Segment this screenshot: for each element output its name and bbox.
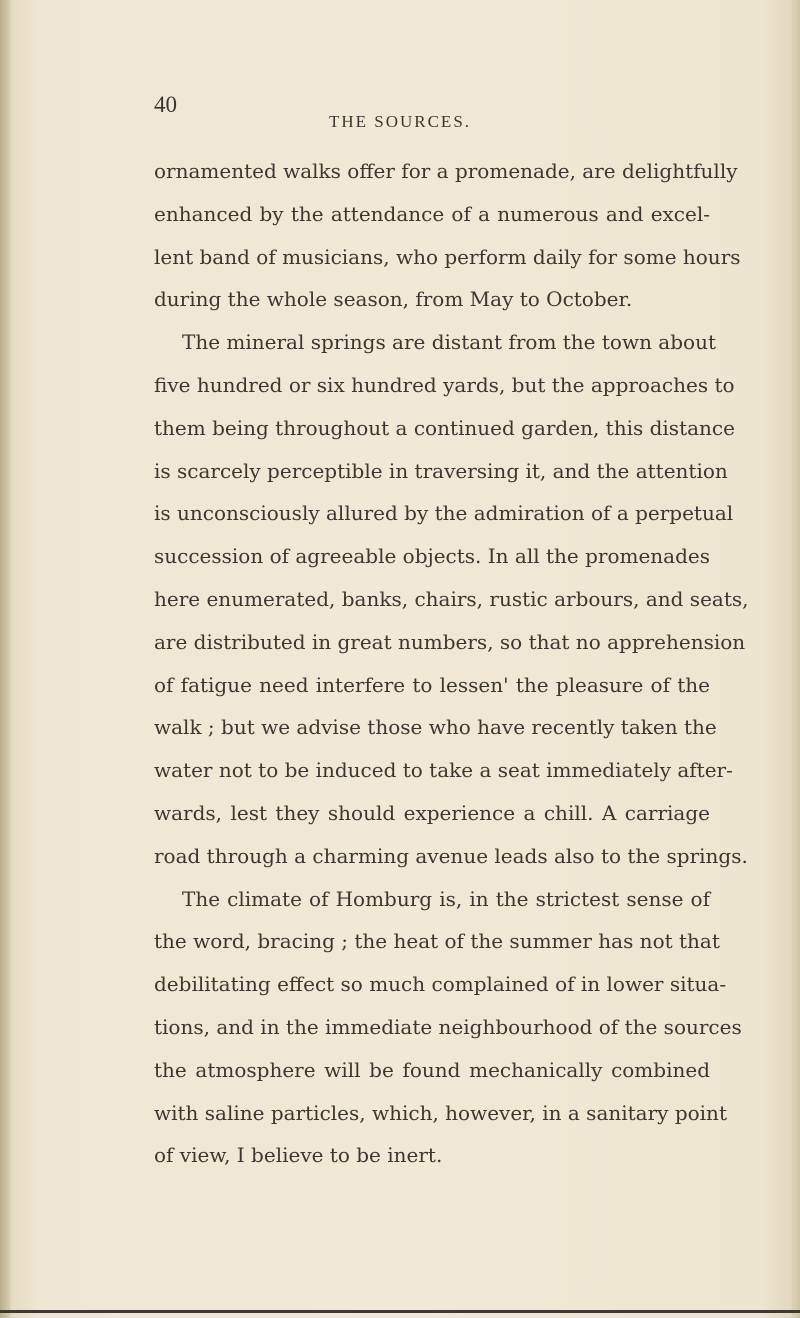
- text-line: road through a charming avenue leads also to the springs.: [154, 843, 748, 868]
- page-binding-edge: [0, 0, 10, 1318]
- running-title: THE SOURCES.: [328, 112, 472, 131]
- text-line: is scarcely perceptible in traversing it, and the attention: [154, 458, 728, 483]
- text-line: the word, bracing ; the heat of the summer has not that: [154, 929, 720, 954]
- text-line: walk ; but we advise those who have recently taken the: [154, 715, 717, 740]
- text-line: water not to be induced to take a seat immediately after-: [154, 758, 733, 783]
- text-line: ornamented walks offer for a promenade, are delightfully: [154, 159, 738, 183]
- text-line: The mineral springs are distant from the town about: [182, 330, 716, 355]
- text-line: during the whole season, from May to October.: [154, 287, 633, 312]
- text-line: of fatigue need interfere to lessen' the pleasure of the: [154, 672, 710, 697]
- text-line: succession of agreeable objects. In all the promenades: [154, 544, 710, 569]
- text-line: wards, lest they should experience a chill. A carriage: [154, 800, 710, 825]
- text-line: are distributed in great numbers, so that no apprehension: [154, 629, 746, 654]
- text-line: the atmosphere will be found mechanically combined: [154, 1057, 710, 1082]
- text-line: The climate of Homburg is, in the strictest sense of: [182, 886, 710, 911]
- text-line: tions, and in the immediate neighbourhood of the sources: [154, 1014, 742, 1039]
- text-line: is unconsciously allured by the admiration of a perpetual: [154, 501, 734, 526]
- text-line: lent band of musicians, who perform daily for some hours: [154, 244, 741, 269]
- text-line: of view, I believe to be inert.: [154, 1143, 443, 1168]
- text-line: them being throughout a continued garden, this distance: [154, 415, 735, 440]
- text-line: enhanced by the attendance of a numerous and excel-: [154, 201, 710, 226]
- text-line: with saline particles, which, however, in a sanitary point: [154, 1100, 727, 1125]
- text-line: five hundred or six hundred yards, but the approaches to: [154, 372, 735, 397]
- text-line: debilitating effect so much complained of in lower situa-: [154, 972, 727, 997]
- page-edge: [792, 0, 794, 1318]
- page-bottom-edge: [0, 1310, 800, 1313]
- page-number: 40: [154, 92, 177, 117]
- body-text: [154, 156, 749, 1183]
- text-line: here enumerated, banks, chairs, rustic arbours, and seats,: [154, 586, 749, 611]
